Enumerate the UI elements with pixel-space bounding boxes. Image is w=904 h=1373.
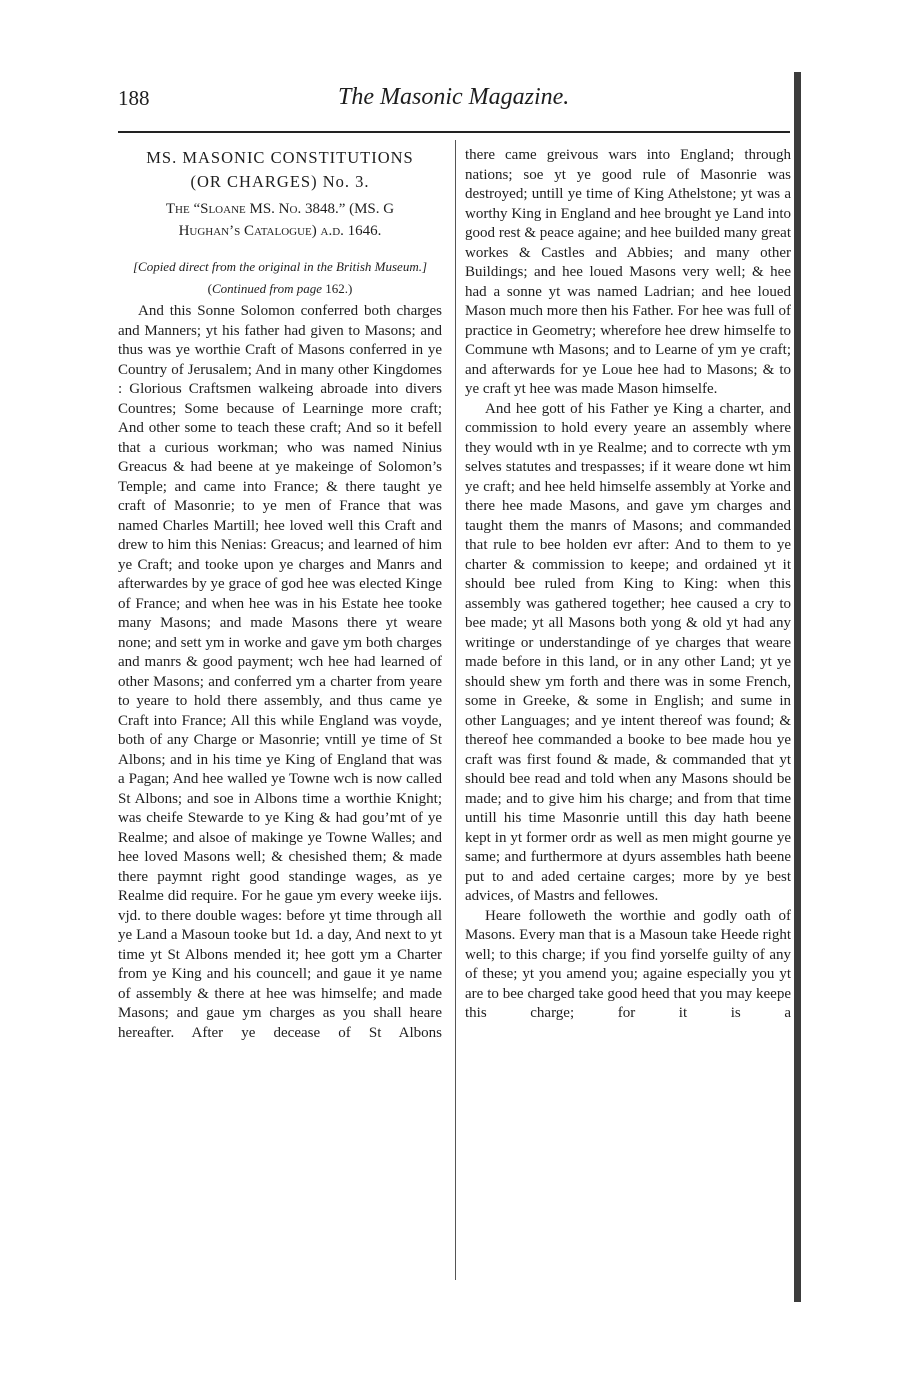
running-title: The Masonic Magazine.: [338, 84, 570, 110]
body-paragraph: there came greivous wars into England; through nations; soe yt ye good rule of Masonrie was destroyed; untill ye time of King Athelstone; yt was a worthy King in England and hee brought ye Land into good rest & peace againe; and hee builded many great workes & Castles and Abbies; and many other Buildings; and hee loued Masons very well; & hee had a sonne yt was named Ladrian; and hee loued Mason much more then his Father. For hee was full of practice in Geometry; wherefore hee drew himselfe to Commune wth Masons; and to Learne of ym ye craft; and afterwards for ye Loue hee had to Masons; & to ye craft yt hee was made Mason himselfe.: [465, 147, 791, 397]
body-paragraph: And hee gott of his Father ye King a charter, and commission to hold every yeare an assembly where they would wth in ye Realme; and to correcte wth ym selves statutes and trespasses; if it weare done wt him ye craft; and hee held himselfe assembly at Yorke and there hee made Masons, and gave ym charges and taught them the manrs of Masons; and commanded that rule to bee holden evr after: And to them to ye charter & commission to keepe; and ordained yt it should bee ruled from King to King: when this assembly was gathered together; hee caused a cry to bee made; yt all Masons both yong & old yt had any writinge or understandinge of ye charges that weare made before in this land, or in any other Land; yt ye should shew ym forth and there was in some French, some in Greeke, & some in English; and sume in other Languages; and ye intent thereof was found; & thereof hee commanded a booke to bee made hou ye craft was first found & made, & commanded that yt should bee read and told when any Masons should be made; and to give him his charge; and from that time untill his time Masonrie untill this day hath beene kept in yt former ordr as well as men might gourne ye same; and furthermore at dyurs assembles hath beene put to and aded certaine carges; more by ye best advices, of Mastrs and fellowes.: [465, 400, 791, 904]
source-note: [Copied direct from the original in the British Museum.]: [132, 259, 428, 274]
article-title-line2: (OR CHARGES) No. 3.: [190, 172, 370, 191]
article-title: [118, 146, 442, 194]
continued-note: (Continued from page 162.): [207, 281, 353, 296]
article-title-line1: MS. MASONIC CONSTITUTIONS: [146, 148, 414, 167]
article-subtitle: [118, 198, 442, 242]
page-header: [118, 86, 790, 122]
article-subtitle-line1: The “Sloane MS. No. 3848.” (MS. G: [165, 201, 395, 217]
right-column: [465, 146, 791, 1024]
page-number: 188: [118, 86, 150, 110]
header-rule: [118, 131, 790, 133]
article-subtitle-line2: Hughan’s Catalogue) a.d. 1646.: [178, 223, 382, 239]
body-paragraph: And this Sonne Solomon conferred both charges and Manners; yt his father had given to Masons; and thus was ye worthie Craft of Masons conferred in ye Country of Jerusalem; And in many other Kingdomes : Glorious Craftsmen walkeing abroade into divers Countres; Some because of Learninge more craft; And other some to teach these craft; And so it befell that a curious workman; who was named Ninius Greacus & had beene at ye makeinge of Solomon’s Temple; and came into France; & there taught ye craft of Masonrie; to ye men of France that was named Charles Martill; hee loved well this Craft and drew to him this Nenias: Greacus; and learned of him ye Craft; and tooke upon ye charges and Manrs and afterwardes by ye grace of god hee was elected Kinge of France; and when hee was in his Estate hee tooke many Masons; and made Masons there yt weare none; and sett ym in worke and gave ym both charges and manrs & good payment; wch hee had learned of other Masons; and conferred ym a charter from yeare to yeare to hold there assembly, and thus came ye Craft into France; All this while England was voyde, both of any Charge or Masonrie; vntill ye time of St Albons; and in his time ye King of England that was a Pagan; And hee walled ye Towne wch is now called St Albons; and soe in Albons time a worthie Knight; was cheife Stewarde to ye King & had gou’mt of ye Realme; and alsoe of makinge ye Towne Walles; and hee loved Masons well; & chesished them; & made there paymnt right good standinge wages, as ye Realme did require. For he gaue ym every weeke iijs. vjd. to there double wages: before yt time through all ye Land a Masoun tooke but 1d. a day, And next to yt time yt St Albons mended it; hee gott ym a Charter from ye King and his councell; and gaue it ye name of assembly & there at hee was himselfe; and made Masons; and gaue ym charges as you shall heare hereafter. After ye decease of St Albons: [118, 303, 442, 1041]
continued-label: Continued from page: [211, 281, 322, 296]
continued-page: 162.: [325, 281, 348, 296]
scan-edge-bar: [794, 72, 801, 1302]
body-paragraph: Heare followeth the worthie and godly oath of Masons. Every man that is a Masoun take Heede right well; to this charge; if you find yorselfe guilty of any of these; yt you amend you; againe especially you yt are to bee charged take good heed that you may keepe this charge; for it is a: [465, 907, 791, 1021]
column-divider: [455, 140, 456, 1280]
left-column: [118, 146, 442, 1043]
